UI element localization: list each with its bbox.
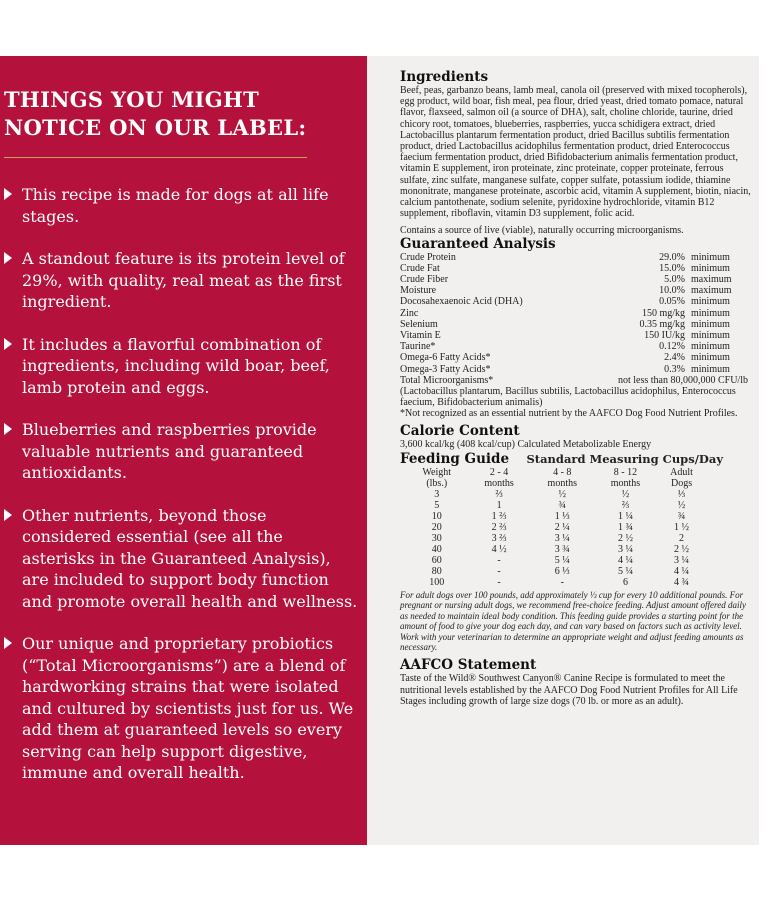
ga-unit: minimum (691, 296, 730, 308)
ga-value (659, 285, 751, 296)
ga-name: Moisture (400, 285, 437, 297)
feeding-header-cell: Dogs (670, 477, 693, 489)
feeding-header-cell: months (484, 477, 514, 489)
ga-row (400, 364, 751, 375)
ga-amount: 0.35 mg/kg (639, 318, 685, 330)
ga-value (664, 364, 751, 375)
feeding-row (406, 511, 706, 522)
feature-text: Blueberries and raspberries provide valuable nutrients and guaranteed antioxidants. (22, 420, 317, 482)
feature-item (4, 248, 360, 313)
feeding-cell: 5 ¼ (617, 565, 633, 577)
feeding-header-row (406, 467, 706, 478)
ga-footnote: *Not recognized as an essential nutrient by the AAFCO Dog Food Nutrient Profiles. (400, 408, 738, 420)
feature-text: It includes a flavorful combination of ingredients, including wild boar, beef, lamb protein and eggs. (22, 334, 330, 397)
aafco-heading: AAFCO Statement (400, 657, 537, 674)
calorie-heading: Calorie Content (400, 422, 520, 439)
info-panel (0, 56, 367, 845)
feature-text: Other nutrients, beyond those considered essential (see all the asterisks in the Guaranteed Analysis), are included to support body function and promote overall health and wellness. (22, 505, 358, 611)
feeding-cell: 5 (434, 499, 440, 511)
feeding-guide-table (406, 467, 706, 588)
feeding-cell: ⅔ (495, 488, 503, 500)
feeding-cell: 3 ¾ (554, 543, 570, 555)
feeding-row (406, 522, 706, 533)
feature-item (4, 419, 360, 484)
triangle-bullet-icon (4, 338, 12, 350)
feeding-cell: 1 ⅔ (491, 510, 507, 522)
title-divider (4, 157, 307, 158)
feeding-cell: - (497, 565, 501, 577)
feeding-cell: ⅓ (677, 488, 686, 500)
triangle-bullet-icon (4, 252, 12, 264)
feeding-cell: ½ (677, 499, 686, 511)
ga-row (400, 296, 751, 307)
feeding-cell: 1 (496, 499, 502, 511)
feeding-header-cell: (lbs.) (426, 477, 448, 489)
feeding-header-cell: months (547, 477, 577, 489)
feature-item (4, 184, 360, 227)
ga-value (642, 308, 751, 319)
ga-row (400, 330, 751, 341)
ga-name: Omega-3 Fatty Acids* (400, 363, 491, 375)
label-content (400, 70, 751, 707)
ga-amount: 15.0% (659, 262, 685, 274)
feeding-cell: 3 ¼ (674, 554, 690, 566)
calorie-text: 3,600 kcal/kg (408 kcal/cup) Calculated Metabolizable Energy (400, 438, 652, 450)
ga-value (639, 319, 751, 330)
feature-list (4, 184, 360, 805)
feeding-cell: 4 ¼ (617, 554, 633, 566)
ga-name: Crude Fat (400, 262, 440, 274)
label-panel (367, 56, 759, 845)
guaranteed-analysis-heading: Guaranteed Analysis (400, 235, 556, 252)
feeding-cell: 3 ¼ (617, 543, 633, 555)
panel-title (4, 86, 306, 142)
ga-unit: minimum (691, 352, 730, 364)
feeding-cell: 4 ¼ (674, 565, 690, 577)
ga-amount: 29.0% (659, 251, 685, 263)
feeding-header-cell: 8 - 12 (613, 466, 638, 478)
feeding-row (406, 555, 706, 566)
ga-value (664, 352, 751, 363)
ga-unit: maximum (691, 285, 732, 297)
feeding-header-cell: 2 - 4 (489, 466, 509, 478)
feeding-cell: 3 ¼ (554, 532, 570, 544)
guaranteed-analysis-table (400, 252, 751, 375)
feeding-header-cell: Weight (422, 466, 452, 478)
ga-row (400, 252, 751, 263)
ga-name: Docosahexaenoic Acid (DHA) (400, 296, 523, 308)
ga-amount: 150 IU/kg (644, 330, 685, 342)
ga-name: Taurine* (400, 341, 436, 353)
feeding-cell: 6 ⅓ (554, 565, 570, 577)
feeding-cell: 20 (431, 521, 442, 533)
ga-value (644, 330, 751, 341)
feature-text: Our unique and proprietary probiotics (“Total Microorganisms”) are a blend of hardworking strains that were isolated and cultured by scientists just for us. We add them at guaranteed levels so every serving can help support digestive, immune and overall health. (22, 634, 354, 782)
feature-item (4, 505, 360, 613)
feeding-header-cell: 4 - 8 (553, 466, 572, 478)
feeding-cell: 1 ⅓ (554, 510, 570, 522)
feeding-cell: 10 (431, 510, 442, 522)
ga-amount: 0.05% (659, 296, 685, 308)
ga-amount: 10.0% (659, 285, 685, 297)
feature-text: A standout feature is its protein level of 29%, with quality, real meat as the first ingredient. (22, 249, 345, 311)
feeding-guide-heading: Feeding Guide (400, 450, 510, 467)
ga-value (659, 252, 751, 263)
ga-name: Crude Protein (400, 251, 456, 263)
feature-item (4, 633, 360, 784)
feature-text: This recipe is made for dogs at all life stages. (22, 185, 329, 226)
triangle-bullet-icon (4, 637, 12, 649)
feeding-cell: ¾ (558, 499, 567, 511)
feeding-row (406, 533, 706, 544)
feeding-cell: 3 ⅔ (491, 532, 507, 544)
feeding-cell: 100 (429, 576, 445, 588)
ga-row (400, 274, 751, 285)
feeding-cell: 40 (431, 543, 442, 555)
ga-name: Zinc (400, 307, 419, 319)
ga-amount: 5.0% (664, 274, 685, 286)
feeding-row (406, 577, 706, 588)
ga-unit: minimum (691, 262, 730, 274)
ga-strains: (Lactobacillus plantarum, Bacillus subtilis, Lactobacillus acidophilus, Enterococcus faecium, Bifidobacterium animalis) (400, 386, 736, 409)
feeding-cell: 5 ¼ (554, 554, 570, 566)
feeding-header-cell: Adult (670, 466, 693, 478)
feeding-cell: ¾ (677, 510, 686, 522)
feeding-header-row (406, 478, 706, 489)
ga-name: Crude Fiber (400, 274, 449, 286)
ga-amount: not less than 80,000,000 CFU/lb (617, 374, 748, 386)
ga-row (400, 319, 751, 330)
ga-amount: 2.4% (664, 352, 685, 364)
feeding-cell: 2 ½ (674, 543, 690, 555)
feeding-cell: - (497, 576, 501, 588)
ga-unit: minimum (691, 318, 730, 330)
ga-unit: minimum (691, 341, 730, 353)
ga-name: Total Microorganisms* (400, 374, 494, 386)
panel-title-line-2: NOTICE ON OUR LABEL: (4, 115, 307, 140)
feeding-guide-header (400, 452, 751, 467)
ga-value (664, 274, 751, 285)
feeding-cell: 3 (434, 488, 440, 500)
feeding-cell: - (560, 576, 564, 588)
ga-value (659, 296, 751, 307)
feeding-cell: ⅔ (621, 499, 630, 511)
ga-amount: 0.12% (659, 341, 685, 353)
feeding-cell: 4 ½ (491, 543, 507, 555)
feeding-cell: 60 (431, 554, 442, 566)
ga-unit: minimum (691, 363, 730, 375)
panel-title-line-1: THINGS YOU MIGHT (4, 87, 260, 112)
feeding-cell: 80 (431, 565, 442, 577)
feeding-row (406, 500, 706, 511)
ingredients-heading: Ingredients (400, 69, 489, 85)
feeding-cell: 30 (431, 532, 442, 544)
feeding-row (406, 544, 706, 555)
ga-row (400, 341, 751, 352)
feeding-cell: 2 ¼ (554, 521, 570, 533)
feeding-cell: 1 ¼ (617, 510, 633, 522)
ga-name: Omega-6 Fatty Acids* (400, 352, 491, 364)
feeding-cell: 2 ⅔ (491, 521, 507, 533)
microorganisms-note: Contains a source of live (viable), naturally occurring microorganisms. (400, 225, 684, 237)
ga-name: Selenium (400, 318, 438, 330)
ingredients-text: Beef, peas, garbanzo beans, lamb meal, canola oil (preserved with mixed tocopherols), egg product, wild boar, fish meal, pea flour, dried yeast, dried tomato pomace, natural flavor, flaxseed, salmon oil (a source of DHA), salt, choline chloride, taurine, dried chicory root, tomatoes, blueberries, raspberries, yucca schidigera extract, dried Lactobacillus plantarum fermentation product, dried Bacillus subtilis fermentation product, dried Lactobacillus acidophilus fermentation product, dried Enterococcus faecium fermentation product, dried Bifidobacterium animalis fermentation product, vitamin E supplement, iron proteinate, zinc proteinate, copper proteinate, ferrous sulfate, zinc sulfate, manganese sulfate, copper sulfate, potassium iodide, thiamine mononitrate, manganese proteinate, ascorbic acid, vitamin A supplement, biotin, niacin, calcium pantothenate, sodium selenite, pyridoxine hydrochloride, vitamin B12 supplement, riboflavin, vitamin D3 supplement, folic acid. (400, 85, 751, 220)
ga-unit: maximum (691, 274, 732, 286)
feeding-guide-subheading: Standard Measuring Cups/Day (526, 451, 723, 466)
feeding-cell: ½ (558, 488, 567, 500)
ga-amount: 150 mg/kg (641, 307, 685, 319)
ga-row (400, 352, 751, 363)
feeding-note: For adult dogs over 100 pounds, add approximately ⅓ cup for every 10 additional pounds. For pregnant or nursing adult dogs, we recommend free-choice feeding. Adjust amount offered daily as needed to maintain ideal body condition. This feeding guide provides a starting point for the amount of food to give your dog each day, and can vary based on factors such as activity level. Work with your veterinarian to determine an appropriate weight and adjust feeding amounts as necessary. (400, 589, 746, 652)
ga-value (659, 341, 751, 352)
ga-row (400, 375, 751, 386)
feeding-cell: 1 ¾ (617, 521, 633, 533)
feeding-cell: 1 ½ (674, 521, 690, 533)
feeding-cell: - (497, 554, 501, 566)
feeding-cell: 4 ¾ (674, 576, 690, 588)
ga-unit: minimum (691, 307, 730, 319)
feeding-row (406, 489, 706, 500)
feature-item (4, 334, 360, 399)
ga-row (400, 308, 751, 319)
ga-name: Vitamin E (400, 330, 441, 342)
ga-value (659, 263, 751, 274)
feeding-cell: 2 ½ (617, 532, 633, 544)
triangle-bullet-icon (4, 509, 12, 521)
ga-amount: 0.3% (664, 363, 685, 375)
feeding-cell: ½ (621, 488, 630, 500)
feeding-header-cell: months (610, 477, 641, 489)
ga-unit: minimum (691, 330, 730, 342)
feeding-cell: 2 (679, 532, 685, 544)
triangle-bullet-icon (4, 423, 12, 435)
feeding-row (406, 566, 706, 577)
ga-row (400, 285, 751, 296)
ga-unit: minimum (691, 251, 730, 263)
aafco-text: Taste of the Wild® Southwest Canyon® Canine Recipe is formulated to meet the nutritional levels established by the AAFCO Dog Food Nutrient Profiles for All Life Stages including growth of large size dogs (70 lb. or more as an adult). (400, 673, 738, 707)
feeding-cell: 6 (622, 576, 628, 588)
triangle-bullet-icon (4, 188, 12, 200)
ga-row (400, 263, 751, 274)
